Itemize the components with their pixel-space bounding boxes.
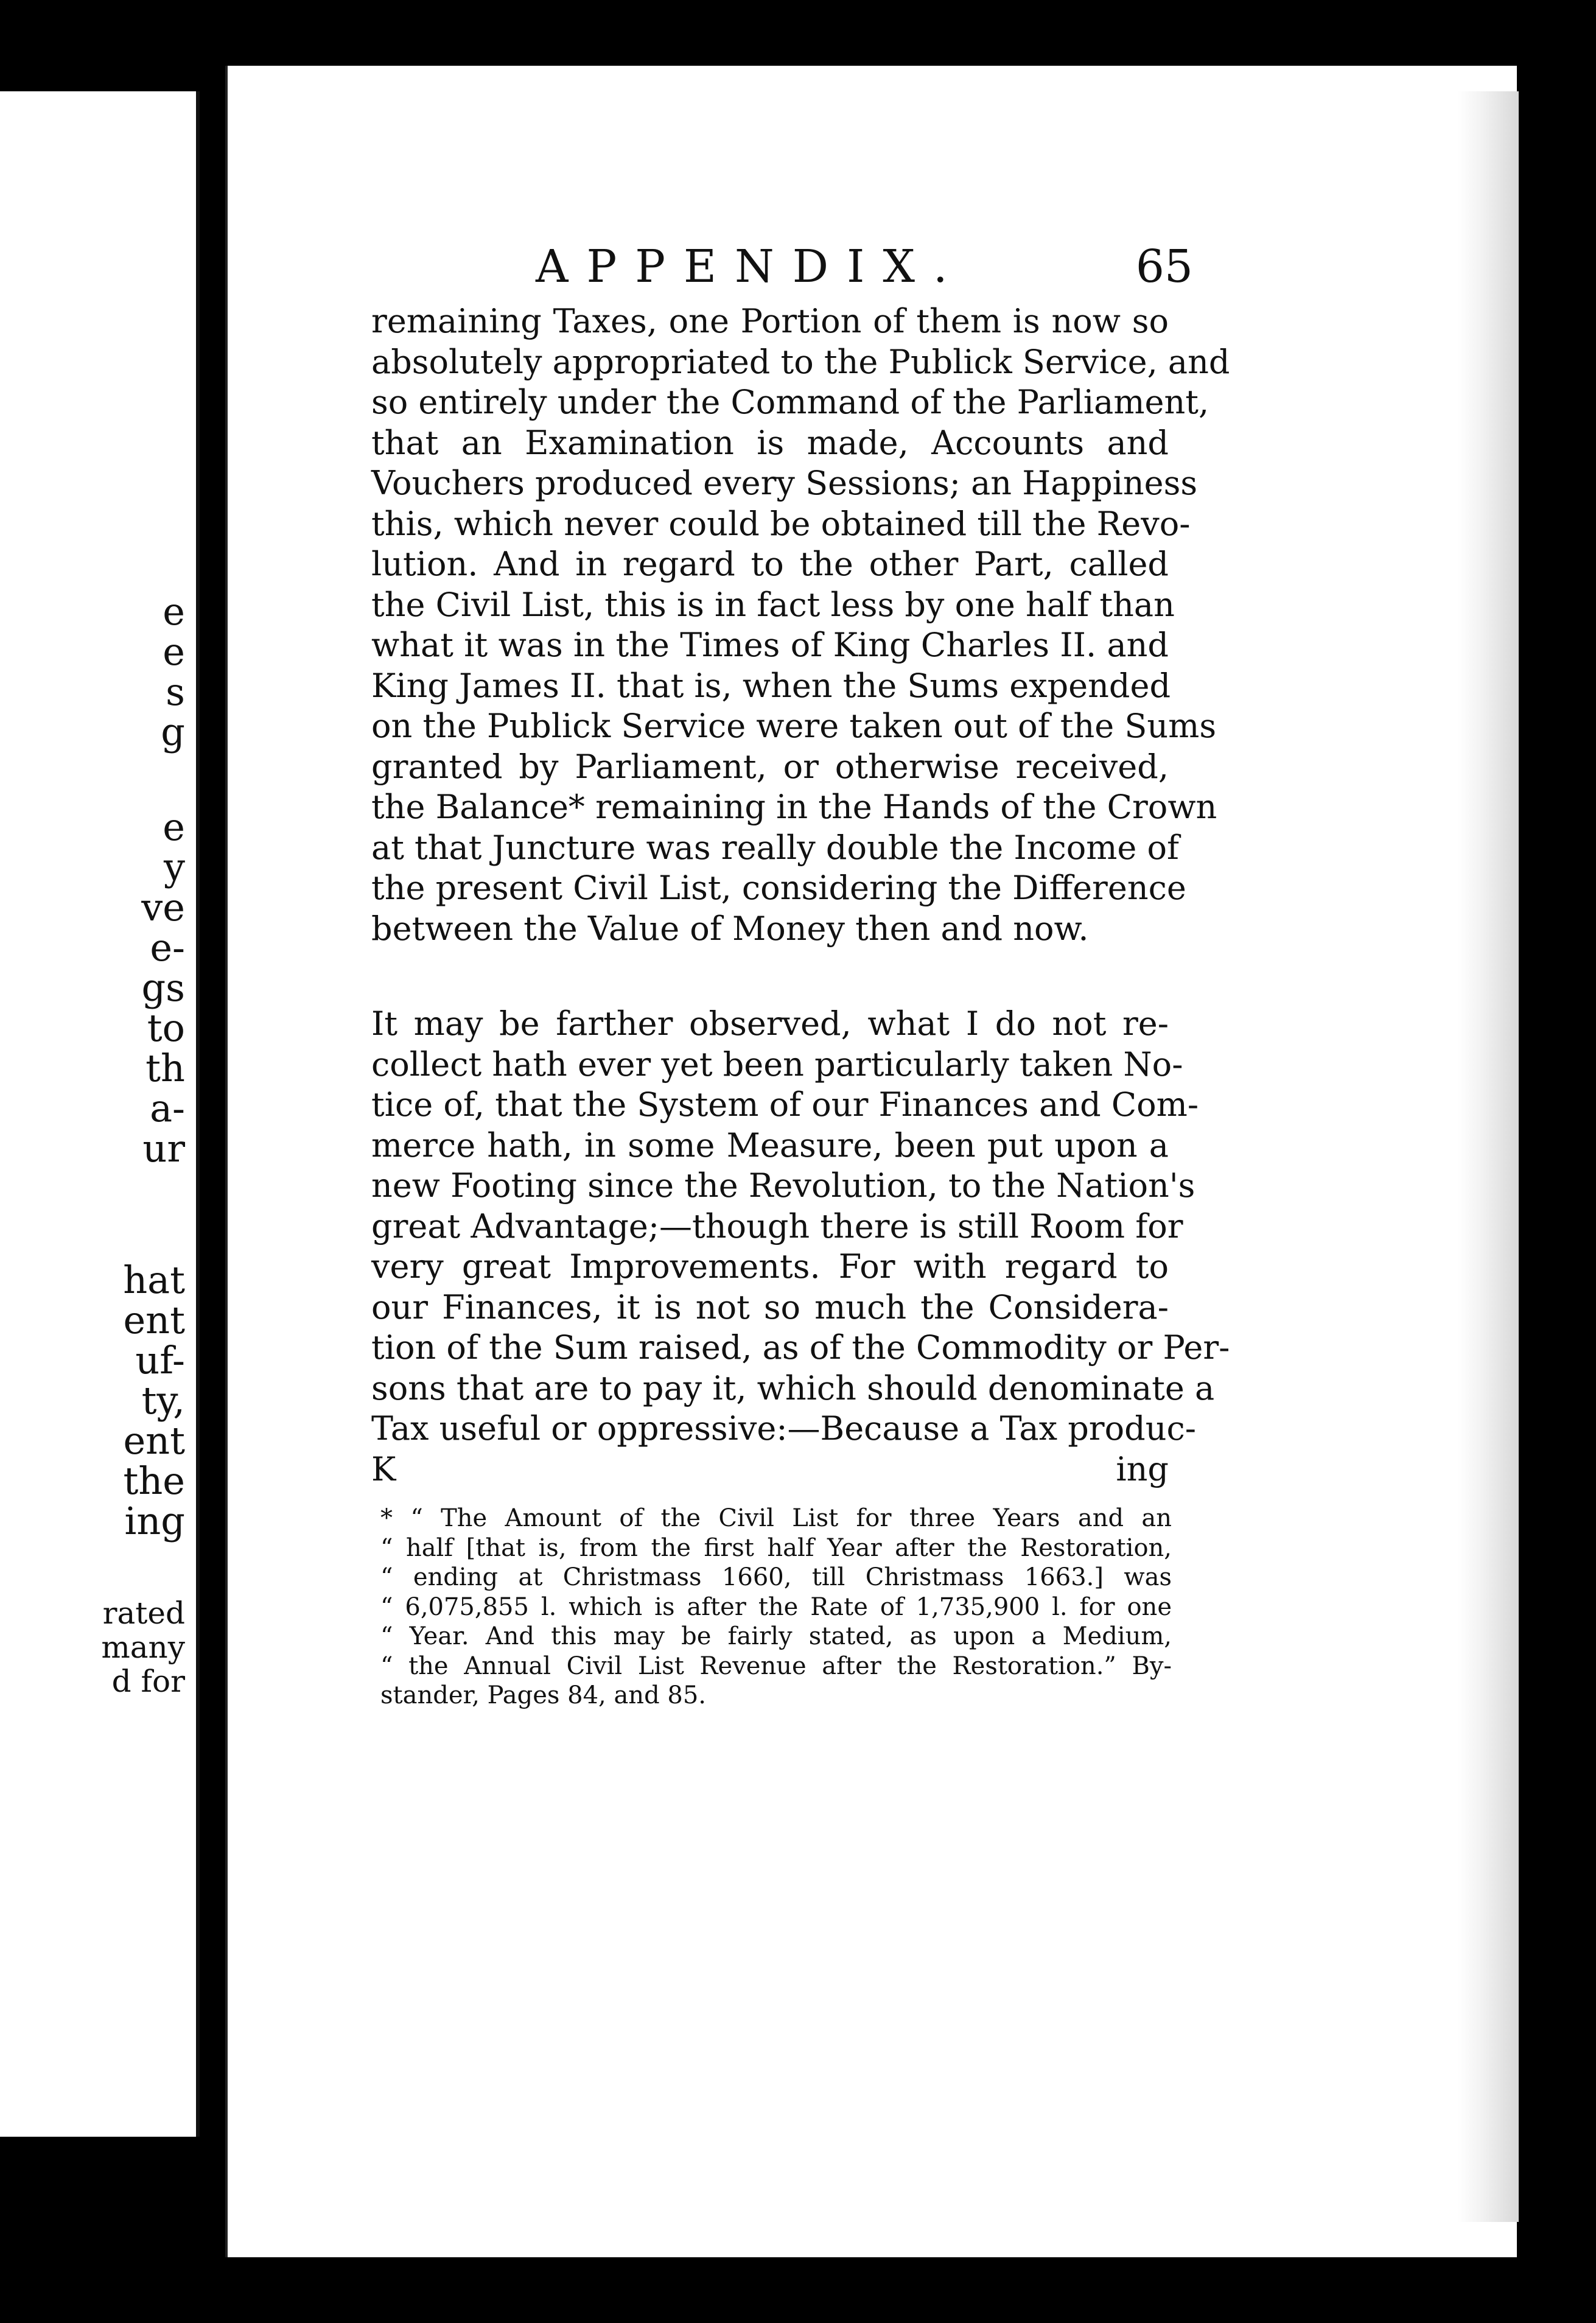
footnote-line: “ Year. And this may be fairly stated, as upon a Medium, — [380, 1622, 1172, 1650]
facing-line: ve — [141, 885, 185, 930]
text-line: remaining Taxes, one Portion of them is now so — [371, 302, 1169, 340]
text-line: absolutely appropriated to the Publick Service, and — [371, 342, 1230, 381]
facing-page-text — [0, 589, 196, 1699]
footnote-line: stander, Pages 84, and 85. — [380, 1681, 706, 1709]
text-line: what it was in the Times of King Charles II. and — [371, 626, 1169, 664]
text-line: tion of the Sum raised, as of the Commodity or Per- — [371, 1328, 1230, 1367]
page-number: 65 — [1135, 240, 1193, 293]
text-line: merce hath, in some Measure, been put upon a — [371, 1126, 1169, 1165]
text-line: very great Improvements. For with regard to — [371, 1247, 1169, 1286]
facing-line: y — [163, 845, 185, 889]
facing-line: e — [163, 589, 185, 634]
facing-line: e — [163, 805, 185, 849]
text-line: sons that are to pay it, which should denominate a — [371, 1368, 1215, 1407]
footnote-line: “ 6,075,855 l. which is after the Rate of 1,735,900 l. for one — [380, 1592, 1172, 1621]
facing-page-fragment — [0, 91, 200, 2137]
facing-line: rated — [102, 1596, 185, 1631]
footnote-line: “ the Annual Civil List Revenue after the Restoration.” By- — [380, 1652, 1172, 1680]
facing-line: ent — [123, 1418, 185, 1463]
text-line: the Balance* remaining in the Hands of the Crown — [371, 788, 1217, 826]
facing-line: the — [123, 1459, 185, 1503]
facing-line: g — [161, 710, 185, 754]
footnote — [380, 1504, 1172, 1711]
facing-line: th — [145, 1046, 185, 1090]
text-line: collect hath ever yet been particularly taken No- — [371, 1045, 1183, 1084]
facing-line: ur — [142, 1126, 185, 1171]
text-line: granted by Parliament, or otherwise received, — [371, 747, 1169, 786]
facing-line: to — [147, 1006, 185, 1050]
text-line: lution. And in regard to the other Part, called — [371, 545, 1169, 583]
facing-line: uf- — [135, 1338, 185, 1382]
text-line: between the Value of Money then and now. — [371, 909, 1089, 948]
facing-line: hat — [123, 1258, 185, 1302]
text-line: this, which never could be obtained till the Revo- — [371, 504, 1191, 543]
facing-line: s — [166, 670, 185, 714]
footnote-line: “ half [that is, from the first half Year after the Restoration, — [380, 1533, 1172, 1562]
text-line: Tax useful or oppressive:—Because a Tax produc- — [371, 1409, 1196, 1448]
facing-line: many — [101, 1630, 185, 1665]
facing-line: ing — [124, 1499, 185, 1543]
facing-line: a- — [150, 1086, 185, 1130]
text-line: at that Juncture was really double the Income of — [371, 828, 1180, 867]
body-text — [371, 301, 1230, 1490]
header-title: APPENDIX. — [536, 240, 966, 293]
text-line: the present Civil List, considering the Difference — [371, 869, 1186, 907]
text-line: the Civil List, this is in fact less by one half than — [371, 585, 1175, 624]
text-line: tice of, that the System of our Finances and Com- — [371, 1085, 1199, 1124]
text-line: on the Publick Service were taken out of the Sums — [371, 707, 1217, 745]
facing-line: ty, — [141, 1378, 185, 1423]
facing-line: gs — [141, 965, 185, 1010]
facing-line: ent — [123, 1298, 185, 1342]
catchword: ing — [1116, 1449, 1169, 1488]
footnote-line: * “ The Amount of the Civil List for three Years and an — [380, 1504, 1172, 1532]
text-line: our Finances, it is not so much the Considera- — [371, 1288, 1169, 1326]
running-header — [536, 240, 1193, 295]
catchword-line — [371, 1449, 1169, 1490]
footnote-line: “ ending at Christmass 1660, till Christmass 1663.] was — [380, 1563, 1172, 1591]
text-line: King James II. that is, when the Sums expended — [371, 666, 1171, 705]
text-line: that an Examination is made, Accounts and — [371, 423, 1169, 462]
text-line: Vouchers produced every Sessions; an Happiness — [371, 464, 1198, 502]
text-line: so entirely under the Command of the Parliament, — [371, 383, 1209, 421]
facing-line: e- — [150, 925, 185, 970]
page-edge-shadow — [1458, 91, 1519, 2222]
text-line: It may be farther observed, what I do not re- — [371, 1004, 1169, 1043]
text-line: new Footing since the Revolution, to the Nation's — [371, 1166, 1195, 1205]
signature-mark: K — [371, 1449, 396, 1488]
facing-line: e — [163, 629, 185, 674]
text-line: great Advantage;—though there is still Room for — [371, 1207, 1183, 1246]
facing-line: d for — [111, 1664, 185, 1699]
